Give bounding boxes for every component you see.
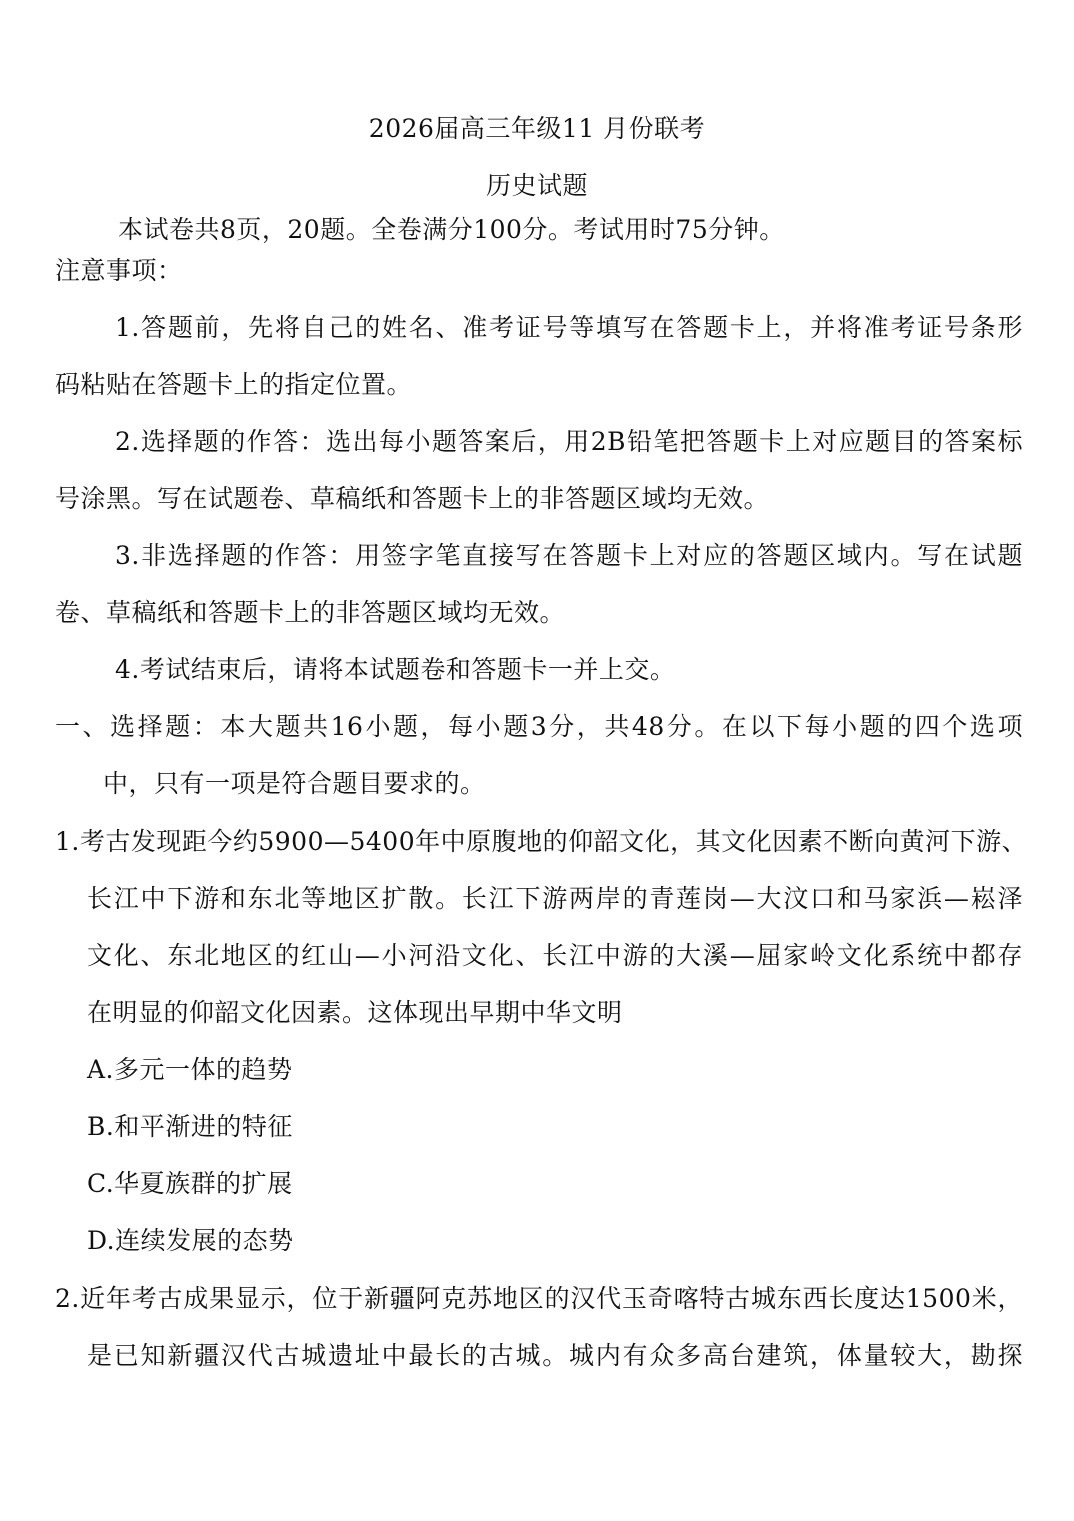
note-1-line-2: 码粘贴在答题卡上的指定位置。 xyxy=(55,370,413,399)
question-1-option-b: B.和平渐进的特征 xyxy=(87,1112,293,1141)
note-1-line-1: 1.答题前，先将自己的姓名、准考证号等填写在答题卡上，并将准考证号条形 xyxy=(115,313,1023,342)
note-4-line-1: 4.考试结束后，请将本试题卷和答题卡一并上交。 xyxy=(115,655,676,684)
question-1-line-4: 在明显的仰韶文化因素。这体现出早期中华文明 xyxy=(87,998,623,1027)
question-1-line-2: 长江中下游和东北等地区扩散。长江下游两岸的青莲岗—大汶口和马家浜—崧泽 xyxy=(87,884,1023,913)
note-3-line-1: 3.非选择题的作答：用签字笔直接写在答题卡上对应的答题区域内。写在试题 xyxy=(115,541,1023,570)
section-1-line-1: 一、选择题：本大题共16小题，每小题3分，共48分。在以下每小题的四个选项 xyxy=(55,712,1023,741)
exam-intro: 本试卷共8页，20题。全卷满分100分。考试用时75分钟。 xyxy=(118,215,785,244)
note-2-line-1: 2.选择题的作答：选出每小题答案后，用2B铅笔把答题卡上对应题目的答案标 xyxy=(115,427,1023,456)
subject-title: 历史试题 xyxy=(485,171,588,200)
section-1-line-2: 中，只有一项是符合题目要求的。 xyxy=(103,769,486,798)
question-1-option-a: A.多元一体的趋势 xyxy=(87,1055,293,1084)
exam-title: 2026届高三年级11 月份联考 xyxy=(368,114,706,143)
question-1-option-d: D.连续发展的态势 xyxy=(87,1226,294,1255)
question-2-line-1: 2.近年考古成果显示，位于新疆阿克苏地区的汉代玉奇喀特古城东西长度达1500米， xyxy=(55,1284,1023,1313)
question-1-line-3: 文化、东北地区的红山—小河沿文化、长江中游的大溪—屈家岭文化系统中都存 xyxy=(87,941,1023,970)
question-2-line-2: 是已知新疆汉代古城遗址中最长的古城。城内有众多高台建筑，体量较大，勘探 xyxy=(87,1341,1023,1370)
question-1-option-c: C.华夏族群的扩展 xyxy=(87,1169,293,1198)
note-3-line-2: 卷、草稿纸和答题卡上的非答题区域均无效。 xyxy=(55,598,566,627)
note-2-line-2: 号涂黑。写在试题卷、草稿纸和答题卡上的非答题区域均无效。 xyxy=(55,484,770,513)
notes-heading: 注意事项： xyxy=(55,256,183,285)
question-1-line-1: 1.考古发现距今约5900—5400年中原腹地的仰韶文化，其文化因素不断向黄河下游、 xyxy=(55,827,1028,856)
